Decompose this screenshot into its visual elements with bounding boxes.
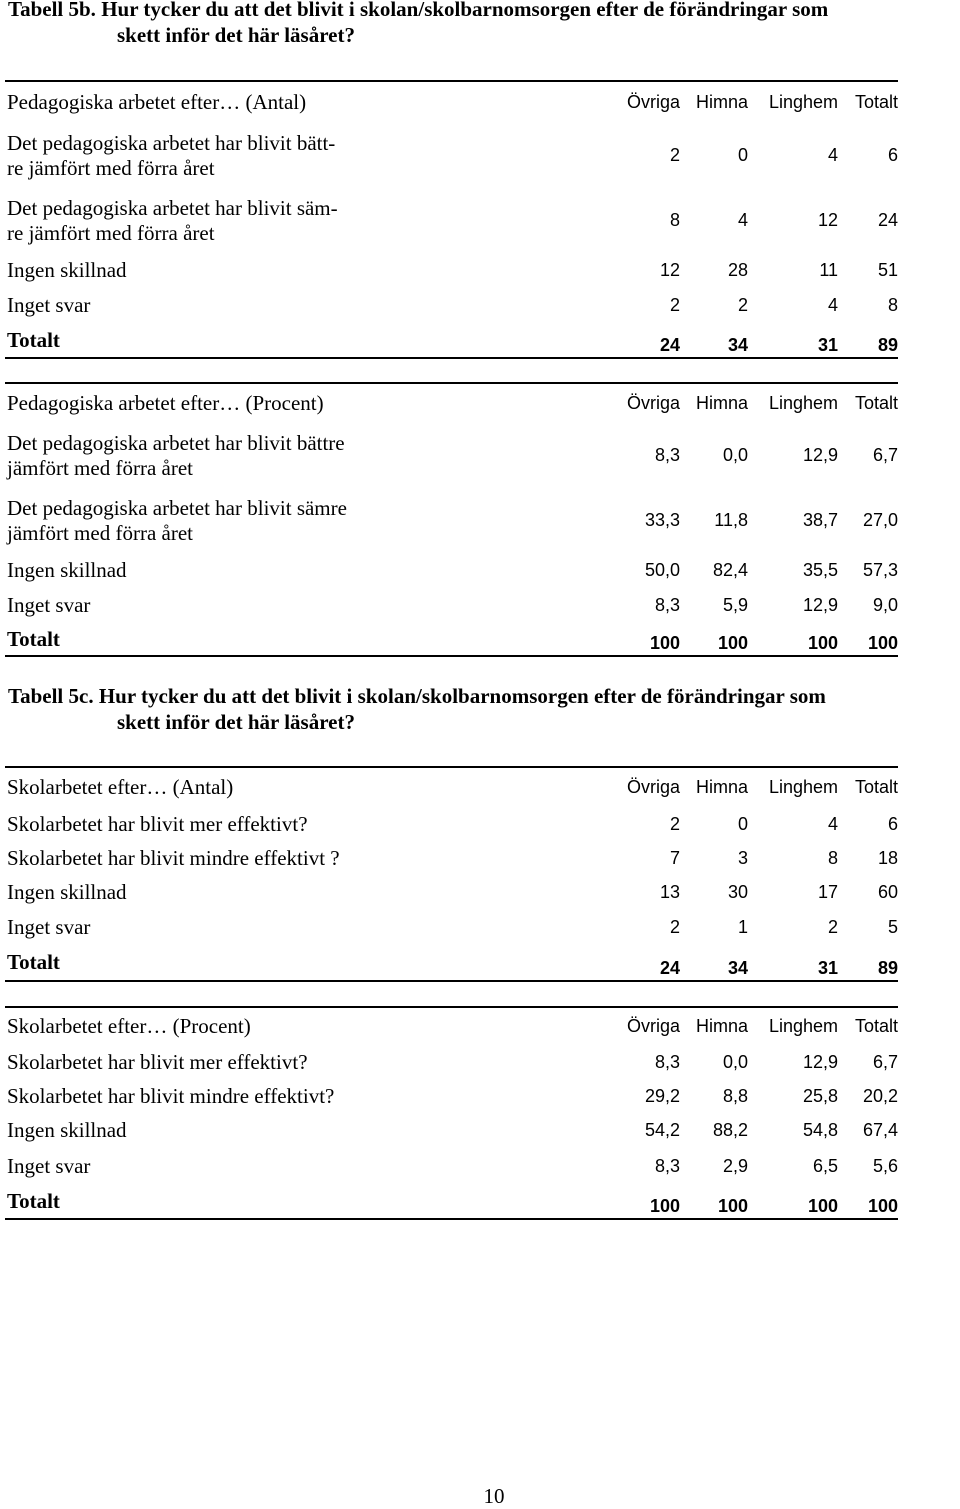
cell-totalt: 8 [887,295,898,315]
cell-ovriga: 7 [669,847,680,868]
cell-linghem: 12,9 [802,445,838,465]
cell-linghem: 4 [827,813,838,834]
table-row [5,488,898,553]
cell-himna: 5,9 [722,595,748,615]
row-label [5,488,605,553]
cell-ovriga: 29,2 [644,1085,680,1106]
column-header-himna: Himna [695,1016,748,1036]
row-label: Inget svar [7,293,91,317]
table-pedagogiska-procent [5,382,898,657]
column-header-linghem: Linghem [768,92,838,112]
cell-linghem: 12,9 [802,1051,838,1072]
table-row [5,910,898,945]
cell-linghem: 6,5 [812,1155,838,1176]
cell-himna: 1 [737,917,748,937]
total-himna: 100 [717,633,748,653]
caption-question: Hur tycker du att det blivit i skolan/skolbarnomsorgen efter de förändringar som [101,0,829,21]
cell-himna: 30 [727,882,748,902]
column-header-linghem: Linghem [768,1016,838,1036]
cell-linghem: 11 [819,260,838,280]
cell-ovriga: 13 [659,882,680,902]
cell-totalt: 6 [887,145,898,165]
total-ovriga: 24 [659,335,680,355]
cell-linghem: 35,5 [802,560,838,580]
cell-ovriga: 8,3 [654,595,680,615]
row-label: Ingen skillnad [7,558,127,582]
cell-ovriga: 2 [669,917,680,937]
column-header-ovriga: Övriga [626,1016,680,1036]
cell-ovriga: 2 [669,295,680,315]
table-row [5,423,898,488]
column-header-himna: Himna [695,393,748,413]
cell-totalt: 5,6 [872,1155,898,1176]
cell-ovriga: 54,2 [644,1120,680,1140]
column-header-ovriga: Övriga [626,393,680,413]
total-himna: 34 [727,958,748,978]
cell-linghem: 2 [827,917,838,937]
caption-question: Hur tycker du att det blivit i skolan/skolbarnomsorgen efter de förändringar som [98,684,826,708]
page-number: 10 [483,1484,505,1508]
cell-linghem: 25,8 [802,1085,838,1106]
cell-totalt: 5 [887,917,898,937]
row-label-line: Det pedagogiska arbetet har blivit säm- [7,195,338,220]
total-ovriga: 24 [659,958,680,978]
table-row [5,1113,898,1148]
row-label [5,123,605,188]
row-label: Skolarbetet har blivit mer effektivt? [7,1049,308,1074]
cell-ovriga: 8,3 [654,1155,680,1176]
cell-linghem: 17 [817,882,838,902]
column-header-linghem: Linghem [768,393,838,413]
table-row [5,841,898,875]
caption-number: Tabell 5b. [8,0,96,21]
row-label: Ingen skillnad [7,1118,127,1142]
table-pedagogiska-antal [5,80,898,359]
cell-ovriga: 8 [669,210,680,230]
total-ovriga: 100 [649,1196,680,1216]
cell-totalt: 57,3 [862,560,898,580]
table-header-row [5,383,898,423]
cell-himna: 82,4 [712,560,748,580]
table-title: Skolarbetet efter… (Procent) [7,1014,251,1038]
column-header-totalt: Totalt [854,777,898,797]
cell-totalt: 18 [877,847,898,868]
column-header-himna: Himna [695,777,748,797]
table-row [5,1148,898,1184]
cell-ovriga: 8,3 [654,445,680,465]
row-label-line: Det pedagogiska arbetet har blivit bätt- [7,130,336,155]
cell-linghem: 38,7 [802,510,838,530]
table-5b-caption [8,0,958,48]
row-label: Skolarbetet har blivit mindre effektivt? [7,1083,335,1108]
table-row [5,553,898,588]
cell-ovriga: 50,0 [644,560,680,580]
cell-linghem: 12 [817,210,838,230]
cell-totalt: 67,4 [862,1120,898,1140]
row-label: Inget svar [7,593,91,617]
total-ovriga: 100 [649,633,680,653]
cell-himna: 8,8 [722,1085,748,1106]
total-totalt: 89 [877,335,898,355]
column-header-ovriga: Övriga [626,92,680,112]
total-linghem: 100 [807,633,838,653]
row-label-line: Det pedagogiska arbetet har blivit sämre [7,495,347,520]
row-label-line: jämfört med förra året [7,520,193,545]
cell-ovriga: 8,3 [654,1051,680,1072]
cell-totalt: 6 [887,813,898,834]
cell-totalt: 24 [877,210,898,230]
row-label: Inget svar [7,1153,91,1178]
row-label-line: re jämfört med förra året [7,155,215,180]
total-himna: 100 [717,1196,748,1216]
total-totalt: 89 [877,958,898,978]
cell-totalt: 51 [877,260,898,280]
total-label: Totalt [7,626,60,651]
total-himna: 34 [727,335,748,355]
row-label-line: jämfört med förra året [7,455,193,480]
table-skolarbetet-antal [5,766,898,982]
row-label: Ingen skillnad [7,880,127,904]
cell-linghem: 8 [827,847,838,868]
cell-linghem: 54,8 [802,1120,838,1140]
cell-ovriga: 2 [669,145,680,165]
cell-himna: 4 [737,210,748,230]
table-title: Pedagogiska arbetet efter… (Antal) [7,90,307,114]
table-row [5,875,898,910]
column-header-ovriga: Övriga [626,777,680,797]
table-row [5,588,898,623]
table-5c-caption [8,683,958,735]
cell-totalt: 9,0 [872,595,898,615]
table-row [5,1079,898,1113]
row-label-line: re jämfört med förra året [7,220,215,245]
table-row [5,188,898,253]
column-header-linghem: Linghem [768,777,838,797]
cell-himna: 11,8 [714,510,748,530]
cell-linghem: 12,9 [802,595,838,615]
table-row [5,288,898,323]
cell-himna: 0,0 [722,1051,748,1072]
table-row [5,253,898,288]
caption-number: Tabell 5c. [8,684,94,708]
cell-linghem: 4 [827,295,838,315]
cell-totalt: 6,7 [872,445,898,465]
row-label-line: Det pedagogiska arbetet har blivit bättre [7,430,345,455]
row-label [5,423,605,488]
cell-totalt: 6,7 [872,1051,898,1072]
column-header-himna: Himna [695,92,748,112]
row-label: Skolarbetet har blivit mindre effektivt ? [7,845,340,870]
table-skolarbetet-procent [5,1006,898,1220]
table-header-row [5,1007,898,1045]
cell-himna: 0 [737,813,748,834]
total-linghem: 31 [817,335,838,355]
cell-ovriga: 12 [659,260,680,280]
total-label: Totalt [7,327,60,352]
column-header-totalt: Totalt [854,1016,898,1036]
table-title: Skolarbetet efter… (Antal) [7,775,234,799]
caption-question-continued: skett inför det här läsåret? [117,23,355,47]
table-total-row [5,1184,898,1219]
table-title: Pedagogiska arbetet efter… (Procent) [7,391,324,415]
column-header-totalt: Totalt [854,92,898,112]
table-row [5,123,898,188]
total-totalt: 100 [867,1196,898,1216]
table-header-row [5,767,898,807]
row-label: Inget svar [7,915,91,939]
cell-linghem: 4 [827,145,838,165]
cell-totalt: 27,0 [862,510,898,530]
cell-ovriga: 2 [669,813,680,834]
total-linghem: 100 [807,1196,838,1216]
table-row [5,807,898,841]
column-header-totalt: Totalt [854,393,898,413]
table-row [5,1045,898,1079]
total-label: Totalt [7,1188,60,1213]
cell-totalt: 60 [877,882,898,902]
total-totalt: 100 [867,633,898,653]
row-label: Ingen skillnad [7,258,127,282]
total-label: Totalt [7,950,60,974]
cell-himna: 3 [737,847,748,868]
table-total-row [5,945,898,981]
total-linghem: 31 [817,958,838,978]
cell-himna: 88,2 [712,1120,748,1140]
cell-totalt: 20,2 [862,1085,898,1106]
cell-himna: 28 [727,260,748,280]
cell-himna: 0,0 [722,445,748,465]
table-total-row [5,323,898,358]
cell-himna: 0 [737,145,748,165]
table-header-row [5,81,898,123]
cell-himna: 2,9 [722,1155,748,1176]
table-total-row [5,623,898,656]
row-label [5,188,605,253]
cell-himna: 2 [737,295,748,315]
row-label: Skolarbetet har blivit mer effektivt? [7,811,308,836]
cell-ovriga: 33,3 [644,510,680,530]
caption-question-continued: skett inför det här läsåret? [117,710,355,734]
